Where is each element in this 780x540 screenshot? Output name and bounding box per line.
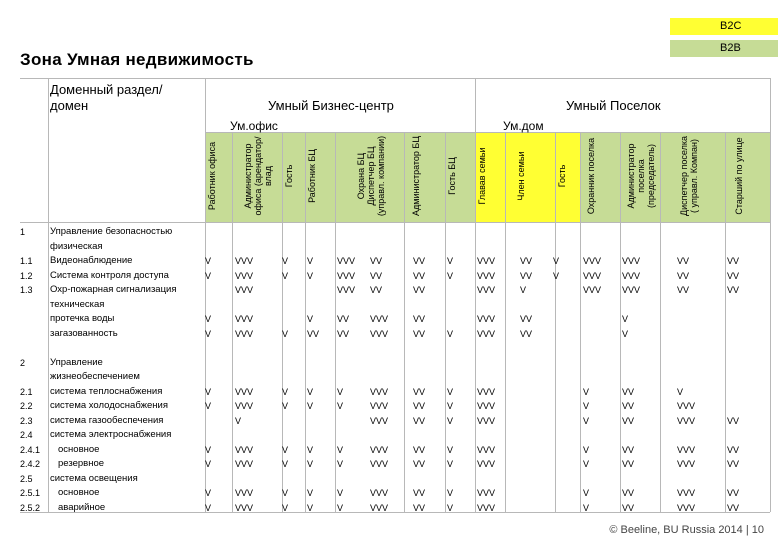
table-cell: V (307, 488, 314, 498)
table-cell: V (282, 488, 289, 498)
table-cell: VV (413, 401, 426, 411)
table-cell: VVV (477, 459, 496, 469)
footer-copyright: © Beeline, BU Russia 2014 | 10 (609, 524, 764, 536)
table-cell: VV (413, 459, 426, 469)
table-cell: V (307, 502, 314, 513)
table-cell: VV (677, 256, 690, 266)
table-cell: V (337, 502, 344, 513)
group-business: Умный Бизнес-центр (268, 98, 394, 113)
table-cell: V (205, 270, 212, 281)
row-label: Управление безопасностью (50, 226, 173, 237)
table-cell: V (447, 270, 454, 281)
table-cell: V (282, 270, 289, 281)
rule-col-3 (335, 132, 336, 512)
table-cell: VVV (677, 502, 696, 513)
table-cell: VV (520, 270, 533, 281)
table-cell: VV (413, 415, 426, 426)
table-cell: V (553, 270, 560, 281)
column-header-label: Старший по улице (733, 137, 744, 215)
table-cell: V (583, 386, 590, 397)
row-number: 2.4.1 (20, 444, 41, 455)
table-cell: V (622, 314, 629, 324)
row-label: техническая (50, 298, 105, 310)
table-cell: VVV (622, 285, 641, 295)
row-number: 2.2 (20, 401, 33, 411)
table-cell: VVV (583, 270, 602, 281)
legend-label-b2c: B2C (720, 20, 742, 32)
table-cell: VVV (583, 256, 602, 266)
table-cell: VVV (370, 314, 389, 324)
table-cell: VVV (235, 502, 254, 513)
row-label: система газообеспечения (50, 414, 164, 426)
table-cell: VVV (477, 502, 496, 513)
row-number: 1.1 (20, 256, 33, 266)
table-cell: VVV (337, 270, 356, 281)
table-cell: VV (413, 502, 426, 513)
table-cell: VV (413, 444, 426, 455)
subgroup-office: Ум.офис (230, 119, 278, 133)
table-cell: VVV (477, 415, 496, 426)
row-label: система электроснабжения (50, 429, 172, 440)
table-cell: V (307, 444, 314, 455)
table-cell: V (205, 502, 212, 513)
table-cell: V (553, 256, 560, 266)
table-cell: VVV (622, 256, 641, 266)
table-cell: VVV (235, 270, 254, 281)
table-cell: V (205, 386, 212, 397)
table-cell: V (337, 444, 344, 455)
table-cell: VVV (477, 285, 496, 295)
table-cell: VVV (477, 256, 496, 266)
table-cell: V (677, 386, 684, 397)
row-number: 2.4.2 (20, 459, 41, 469)
table-cell: VVV (477, 386, 496, 397)
table-cell: V (520, 285, 527, 295)
row-label: резервное (58, 458, 105, 469)
rule-subgroup (205, 132, 770, 133)
column-header-label: Работник БЦ (307, 149, 317, 203)
row-number: 1 (20, 227, 26, 237)
table-cell: VV (413, 285, 426, 295)
table-cell: VV (677, 285, 690, 295)
table-cell: V (282, 401, 289, 411)
table-cell: VV (622, 459, 635, 469)
column-header-label: Гость (284, 164, 294, 188)
table-cell: VVV (370, 401, 389, 411)
table-cell: V (337, 488, 344, 498)
table-cell: VVV (235, 328, 254, 339)
table-cell: V (447, 502, 454, 513)
table-cell: VVV (677, 459, 696, 469)
table-cell: V (282, 256, 289, 266)
table-cell: VV (337, 314, 350, 324)
table-cell: VV (370, 270, 383, 281)
row-number: 1.3 (20, 285, 33, 295)
table-cell: VVV (677, 401, 696, 411)
table-cell: VV (727, 256, 740, 266)
row-number: 2.5 (20, 473, 33, 484)
table-cell: V (583, 459, 590, 469)
table-cell: VV (622, 502, 635, 513)
table-cell: VVV (235, 256, 254, 266)
table-cell: VV (622, 415, 635, 426)
table-cell: V (447, 401, 454, 411)
table-cell: V (583, 401, 590, 411)
table-cell: V (583, 444, 590, 455)
row-number: 2 (20, 357, 26, 368)
table-cell: V (447, 256, 454, 266)
table-cell: VV (307, 328, 320, 339)
table-cell: VVV (677, 444, 696, 455)
domain-header: Доменный раздел/домен (50, 82, 163, 113)
column-header-label: Охрана БЦ Диспетчер БЦ (управл. компании) (355, 135, 386, 217)
column-header-label: Администратор офиса (арендатор/влад (243, 136, 273, 216)
column-header-label: Диспетчер поселка ( управл. Компан) (678, 136, 699, 217)
table-cell: V (447, 415, 454, 426)
table-cell: VV (413, 314, 426, 324)
column-header-label: Работник офиса (207, 141, 217, 211)
table-cell: V (282, 502, 289, 513)
column-header-label: Главав семьи (477, 147, 487, 205)
table-cell: VVV (370, 488, 389, 498)
row-number: 2.5.1 (20, 488, 41, 498)
rule-first-col (48, 78, 49, 512)
table-cell: V (307, 459, 314, 469)
table-cell: VVV (370, 415, 389, 426)
table-cell: VVV (677, 415, 696, 426)
row-label: Охр-пожарная сигнализация (50, 284, 177, 295)
table-cell: V (282, 444, 289, 455)
table-cell: VV (622, 488, 635, 498)
row-label: физическая (50, 240, 103, 252)
table-cell: V (205, 256, 212, 266)
rule-col-6 (475, 132, 476, 512)
table-cell: VVV (235, 459, 254, 469)
table-cell: VV (413, 328, 426, 339)
table-cell: V (622, 328, 629, 339)
table-cell: VV (622, 444, 635, 455)
table-cell: VVV (622, 270, 641, 281)
row-label: жизнеобеспечением (50, 371, 140, 382)
row-number: 2.4 (20, 430, 33, 440)
table-cell: VVV (477, 488, 496, 498)
row-label: протечка воды (50, 313, 115, 324)
table-cell: V (447, 459, 454, 469)
rule-col-11 (660, 132, 661, 512)
row-label: система теплоснабжения (50, 385, 163, 397)
table-cell: VVV (235, 488, 254, 498)
table-cell: VVV (235, 401, 254, 411)
row-label: основное (58, 443, 100, 455)
row-label: система холодоснабжения (50, 400, 169, 411)
table-cell: V (583, 502, 590, 513)
table-cell: V (337, 386, 344, 397)
rule-col-7 (505, 132, 506, 512)
table-cell: VV (413, 256, 426, 266)
table-cell: VVV (370, 444, 389, 455)
rule-col-8 (555, 132, 556, 512)
table-cell: V (205, 444, 212, 455)
rule-col-10 (620, 132, 621, 512)
table-cell: VV (727, 502, 740, 513)
table-cell: V (307, 270, 314, 281)
table-cell: VVV (583, 285, 602, 295)
table-cell: V (447, 328, 454, 339)
column-header-label: Администратор БЦ (410, 136, 421, 216)
table-cell: V (447, 488, 454, 498)
table-cell: VVV (477, 444, 496, 455)
table-cell: VVV (370, 502, 389, 513)
row-label: основное (58, 487, 100, 498)
rule-bottom (20, 512, 770, 513)
table-cell: V (205, 401, 212, 411)
row-label: Видеонаблюдение (50, 255, 133, 266)
rule-header-bottom (20, 222, 770, 223)
table-cell: VVV (370, 459, 389, 469)
table-cell: VVV (477, 328, 496, 339)
table-cell: VV (622, 386, 635, 397)
table-cell: VVV (370, 328, 389, 339)
rule-col-9 (580, 132, 581, 512)
table-cell: VVV (370, 386, 389, 397)
table-cell: VV (413, 270, 426, 281)
table-cell: V (447, 386, 454, 397)
table-cell: VV (520, 328, 533, 339)
table-cell: VVV (477, 314, 496, 324)
table-cell: VV (370, 285, 383, 295)
table-cell: V (307, 386, 314, 397)
column-header-label: Гость (557, 164, 567, 188)
table-cell: VVV (235, 444, 254, 455)
table-cell: VV (727, 459, 740, 469)
table-cell: V (337, 459, 344, 469)
row-label: система освещения (50, 472, 138, 484)
rule-right (770, 78, 771, 512)
rule-col-5 (445, 132, 446, 512)
table-cell: V (583, 488, 590, 498)
table-cell: VVV (235, 285, 254, 295)
rule-top (20, 78, 770, 79)
table-cell: VVV (337, 256, 356, 266)
table-cell: VV (727, 285, 740, 295)
table-cell: VV (727, 444, 740, 455)
table-cell: V (307, 256, 314, 266)
table-cell: VV (622, 401, 635, 411)
table-cell: VVV (477, 270, 496, 281)
legend-label-b2b: B2B (720, 42, 741, 54)
table-cell: VV (727, 488, 740, 498)
table-cell: V (205, 314, 212, 324)
table-cell: V (282, 386, 289, 397)
subgroup-home: Ум.дом (503, 119, 544, 133)
column-header-label: Гость БЦ (447, 157, 457, 195)
table-cell: VV (413, 386, 426, 397)
row-label: Управление (50, 356, 103, 368)
group-village: Умный Поселок (566, 98, 661, 113)
rule-col-0 (232, 132, 233, 512)
table-cell: VVV (337, 285, 356, 295)
table-cell: V (235, 415, 242, 426)
rule-col-12 (725, 132, 726, 512)
table-cell: V (282, 459, 289, 469)
table-cell: VV (727, 270, 740, 281)
rule-col-2 (305, 132, 306, 512)
table-cell: V (205, 328, 212, 339)
row-number: 2.3 (20, 415, 33, 426)
column-header-label: Член семьи (516, 151, 526, 201)
rule-col-4 (404, 132, 405, 512)
row-label: аварийное (58, 501, 106, 513)
row-number: 1.2 (20, 270, 33, 281)
table-cell: V (205, 459, 212, 469)
table-cell: V (282, 328, 289, 339)
table-cell: VV (520, 314, 533, 324)
table-cell: VV (370, 256, 383, 266)
row-number: 2.1 (20, 386, 33, 397)
table-cell: VV (337, 328, 350, 339)
table-cell: V (447, 444, 454, 455)
table-cell: VVV (677, 488, 696, 498)
table-cell: VVV (235, 314, 254, 324)
table-cell: VV (677, 270, 690, 281)
row-label: Система контроля доступа (50, 269, 169, 281)
table-cell: V (337, 401, 344, 411)
table-cell: VV (520, 256, 533, 266)
table-cell: VVV (235, 386, 254, 397)
table-cell: VV (413, 488, 426, 498)
table-cell: VVV (477, 401, 496, 411)
row-number: 2.5.2 (20, 502, 41, 513)
page-title: Зона Умная недвижимость (20, 50, 254, 69)
table-cell: V (307, 314, 314, 324)
row-label: загазованность (50, 327, 118, 339)
table-cell: V (307, 401, 314, 411)
column-header-label: Охранник поселка (586, 137, 596, 215)
table-cell: VV (727, 415, 740, 426)
table-cell: V (205, 488, 212, 498)
table-cell: V (583, 415, 590, 426)
column-header-label: Администратор поселка (председатель) (626, 143, 656, 209)
